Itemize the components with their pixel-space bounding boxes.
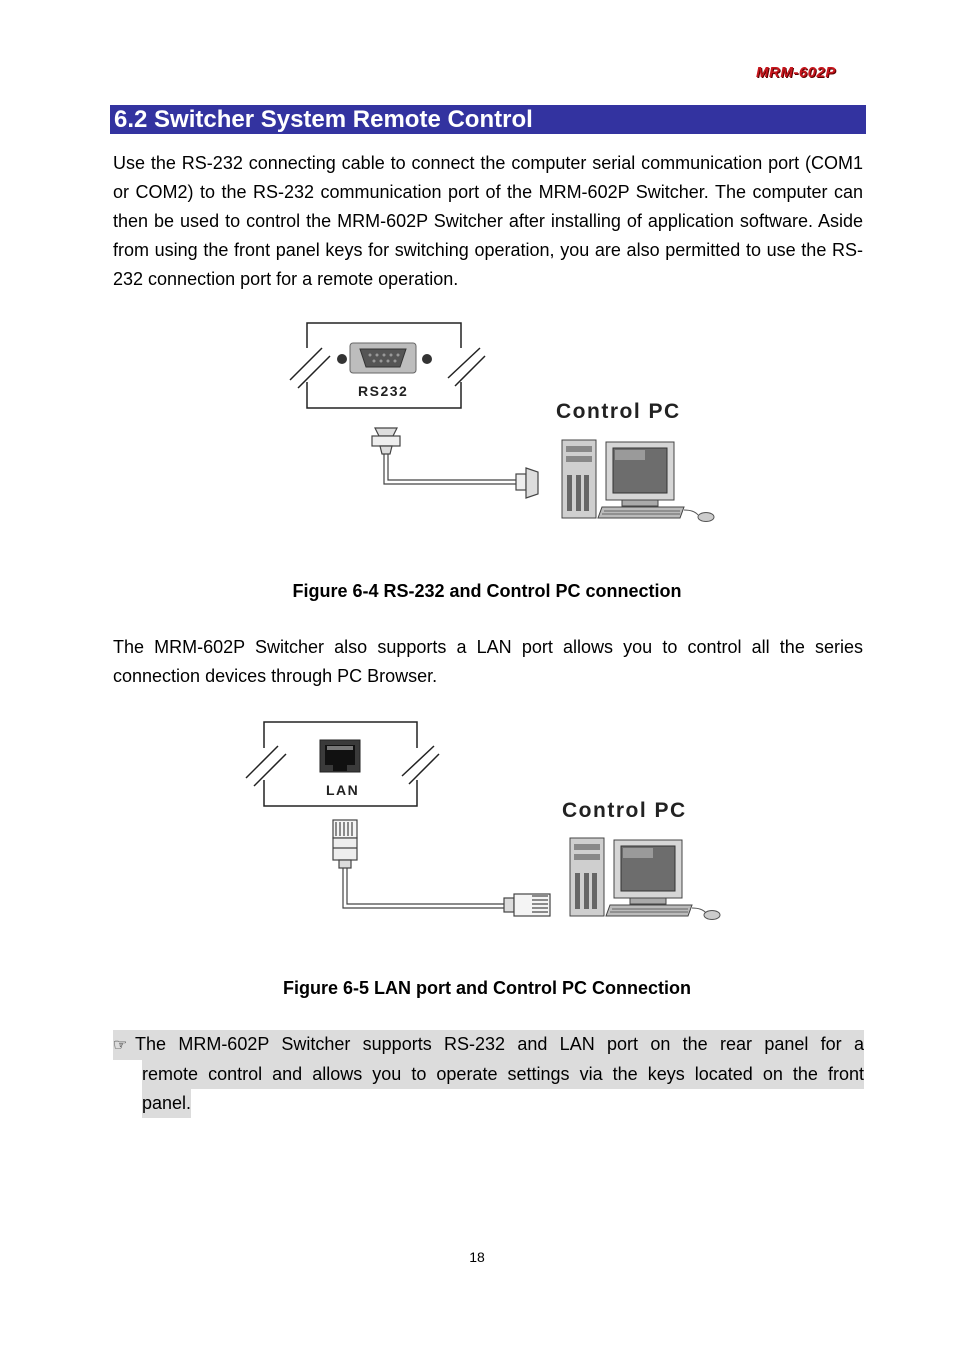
page-number: 18 [469, 1249, 485, 1265]
rs232-connection-diagram [280, 310, 740, 540]
serial-cable [372, 428, 538, 498]
control-pc-icon [570, 838, 720, 920]
port-label: LAN [326, 782, 360, 798]
note-text: The MRM-602P Switcher supports RS-232 and LAN port on the rear panel for a [135, 1034, 864, 1054]
control-pc-icon [562, 440, 714, 522]
note-line [113, 1030, 864, 1060]
lan-connection-diagram [236, 708, 736, 938]
note-line: panel. [142, 1089, 191, 1118]
db9-port-icon [337, 343, 432, 373]
intro-paragraph: Use the RS-232 connecting cable to connect the computer serial communication port (COM1 or COM2) to the RS-232 communication port of the MRM-602P Switcher. The computer can then be used to control the MRM-602P Switcher after installing of application software. Aside from using the front panel keys for switching operation, you are also permitted to use the RS-232 connection port for a remote operation. [113, 153, 863, 289]
pc-label: Control PC [556, 400, 681, 423]
pointing-hand-icon: ☞ [113, 1037, 128, 1054]
brand-logo: MRM-602P [756, 64, 836, 81]
note-line: remote control and allows you to operate settings via the keys located on the front [142, 1060, 864, 1089]
note-block [113, 1030, 864, 1118]
lan-paragraph: The MRM-602P Switcher also supports a LAN port allows you to control all the series connection devices through PC Browser. [113, 637, 863, 686]
figure-caption: Figure 6-4 RS-232 and Control PC connection [292, 581, 682, 601]
pc-label: Control PC [562, 799, 687, 822]
section-title: 6.2 Switcher System Remote Control [110, 105, 866, 134]
rj45-port-icon [320, 740, 360, 772]
figure-caption: Figure 6-5 LAN port and Control PC Connection [283, 978, 691, 998]
port-label: RS232 [358, 383, 409, 399]
ethernet-cable [333, 820, 550, 916]
